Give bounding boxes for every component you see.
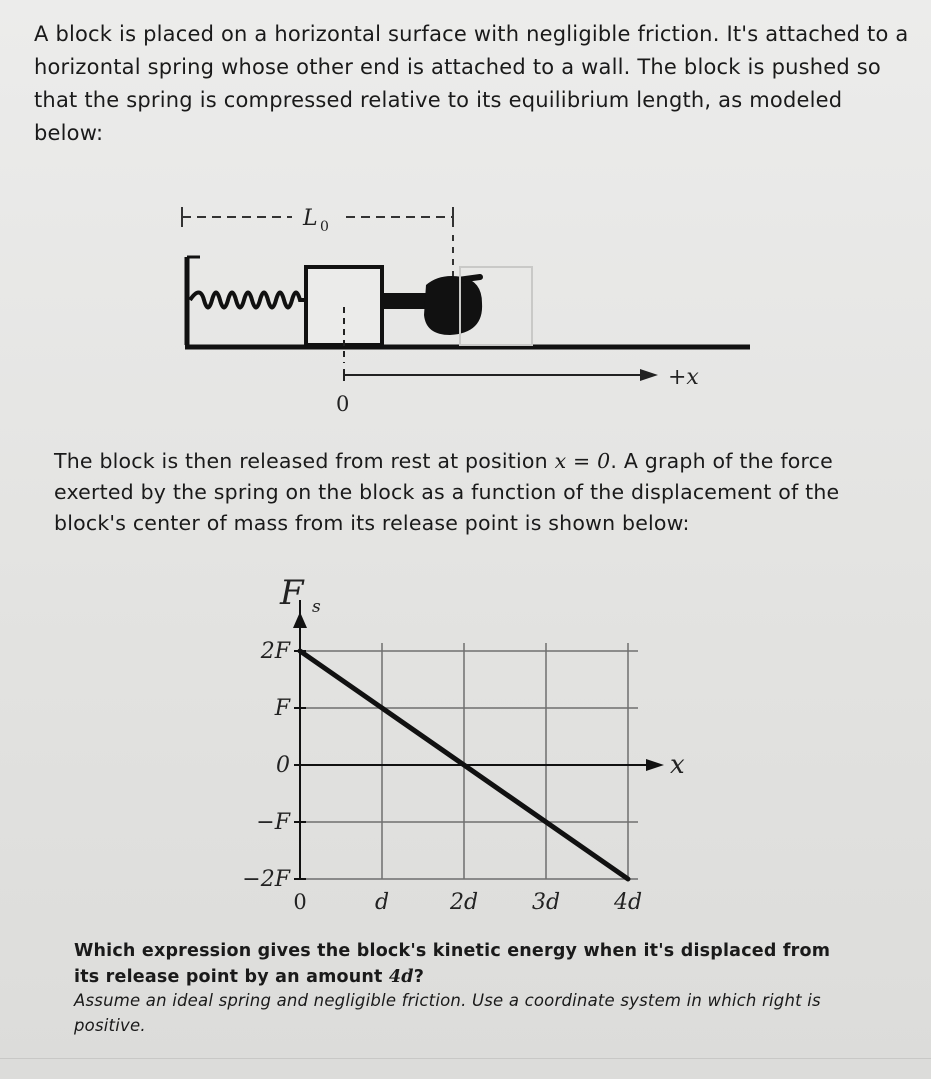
question-text-after: ? (413, 967, 425, 987)
intro-paragraph: A block is placed on a horizontal surface with negligible friction. It's attached to a horizontal spring whose other end is attached to a wall. The block is pushed so that the spring is compressed relative to its equilibrium length, as modeled below: (34, 22, 909, 145)
y-tick-label: −F (256, 810, 290, 835)
y-axis-label: F (280, 573, 304, 613)
origin-label: 0 (336, 392, 350, 416)
question-math: 4d (388, 967, 414, 987)
x-tick-label: 4d (613, 890, 643, 915)
graph-axes (279, 573, 685, 878)
question-paragraph (74, 938, 834, 990)
length-subscript: 0 (320, 219, 329, 235)
spring-block-diagram (170, 185, 770, 425)
x-tick-label: 2d (449, 890, 479, 915)
graph-tick-labels (242, 639, 642, 915)
x-tick-label: 3d (531, 890, 561, 915)
assumption-note: Assume an ideal spring and negligible friction. Use a coordinate system in which right is positive. (74, 991, 821, 1035)
y-tick-label: 0 (276, 753, 290, 778)
release-paragraph (54, 446, 894, 539)
force-displacement-graph (220, 560, 720, 930)
bottom-divider (0, 1058, 931, 1059)
x-axis-label: +x (668, 365, 699, 390)
graph-grid (300, 643, 638, 879)
question-text-before: Which expression gives the block's kinetic energy when it's displaced from its release point by an amount (74, 941, 831, 987)
x-tick-label: 0 (293, 890, 307, 914)
y-tick-label: 2F (260, 639, 290, 664)
pushing-hand (382, 276, 482, 335)
x-tick-label: d (374, 890, 390, 915)
y-axis-subscript: s (312, 597, 321, 617)
length-label: L (303, 206, 318, 231)
release-text-before: The block is then released from rest at position (54, 449, 555, 473)
y-tick-label: −2F (242, 867, 290, 892)
release-text-after: . A graph of the force exerted by the spring on the block as a function of the displacement of the block's center of mass from its release point is shown below: (54, 449, 840, 535)
release-math: x = 0 (554, 449, 611, 473)
y-tick-label: F (274, 696, 290, 721)
compressed-spring (190, 293, 306, 308)
positive-x-axis (336, 365, 699, 416)
x-axis-label-graph: x (670, 750, 685, 780)
